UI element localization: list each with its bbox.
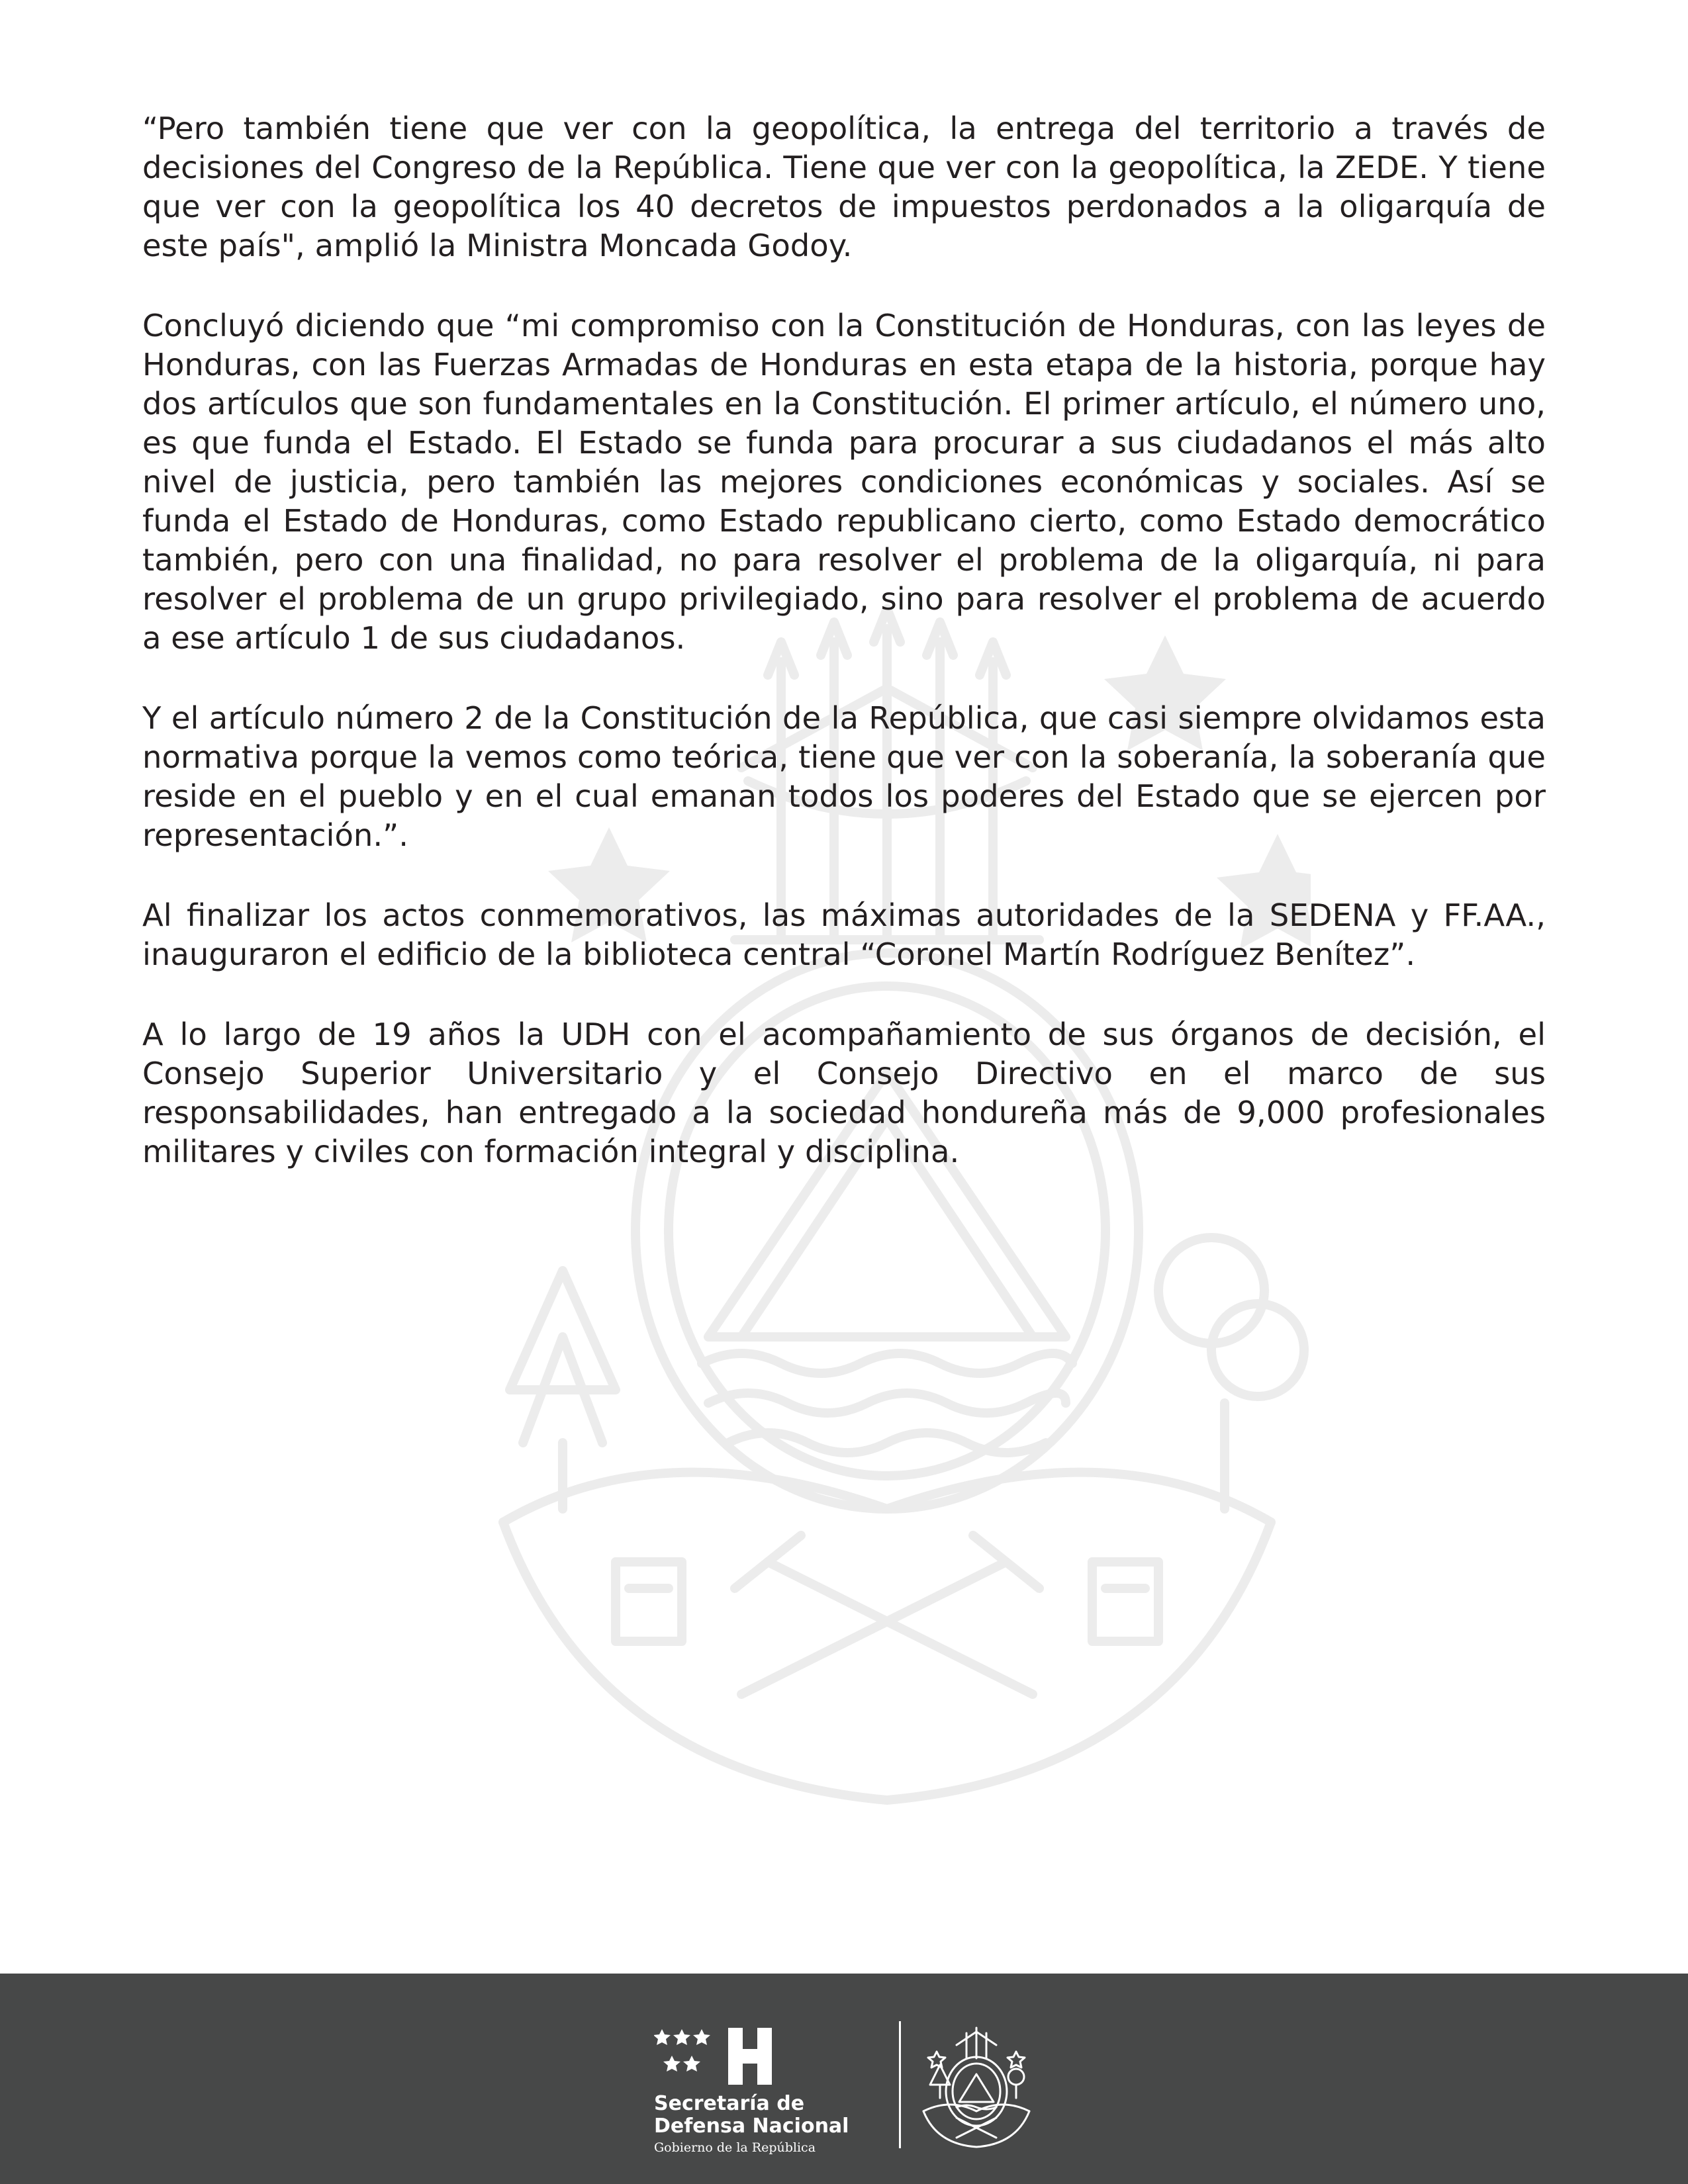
footer-divider [899,2021,901,2148]
coat-of-arms-seal-icon [910,2019,1043,2151]
paragraph-biblioteca: Al finalizar los actos conmemorativos, las máximas autoridades de la SEDENA y FF.AA., inauguraron el edificio de la biblioteca central “Coronel Martín Rodríguez Benítez”. [142,897,1546,972]
stars-h-logo-icon [654,2026,786,2087]
paragraph-geopolitica: “Pero también tiene que ver con la geopolítica, la entrega del territorio a través de decisiones del Congreso de la República. Tiene que ver con la geopolítica, la ZEDE. Y tiene que ver con la geopolítica los 40 decretos de impuestos perdonados a la oligarquía de este país", amplió la Ministra Moncada Godoy. [142,111,1546,263]
article-body [142,109,1546,1212]
sedena-brand [654,2026,892,2155]
brand-line-defensa: Defensa Nacional [654,2115,849,2138]
brand-line-gobierno: Gobierno de la República [654,2140,816,2155]
paragraph-constitucion: Concluyó diciendo que “mi compromiso con la Constitución de Honduras, con las leyes de Honduras, con las Fuerzas Armadas de Honduras en esta etapa de la historia, porque hay dos artículos que son fundamentales en la Constitución. El primer artículo, el número uno, es que funda el Estado. El Estado se funda para procurar a sus ciudadanos el más alto nivel de justicia, pero también las mejores condiciones económicas y sociales. Así se funda el Estado de Honduras, como Estado republicano cierto, como Estado democrático también, pero con una finalidad, no para resolver el problema de la oligarquía, ni para resolver el problema de un grupo privilegiado, sino para resolver el problema de acuerdo a ese artículo 1 de sus ciudadanos. [142,308,1546,656]
paragraph-articulo-2: Y el artículo número 2 de la Constitución de la República, que casi siempre olvidamos esta normativa porque la vemos como teórica, tiene que ver con la soberanía, la soberanía que reside en el pueblo y en el cual emanan todos los poderes del Estado que se ejercen por representación.”. [142,700,1546,853]
paragraph-udh: A lo largo de 19 años la UDH con el acompañamiento de sus órganos de decisión, el Consejo Superior Universitario y el Consejo Directivo en el marco de sus responsabilidades, han entregado a la sociedad hondureña más de 9,000 profesionales militares y civiles con formación integral y disciplina. [142,1017,1546,1169]
brand-line-secretaria: Secretaría de [654,2092,805,2115]
page-footer [0,1974,1688,2184]
